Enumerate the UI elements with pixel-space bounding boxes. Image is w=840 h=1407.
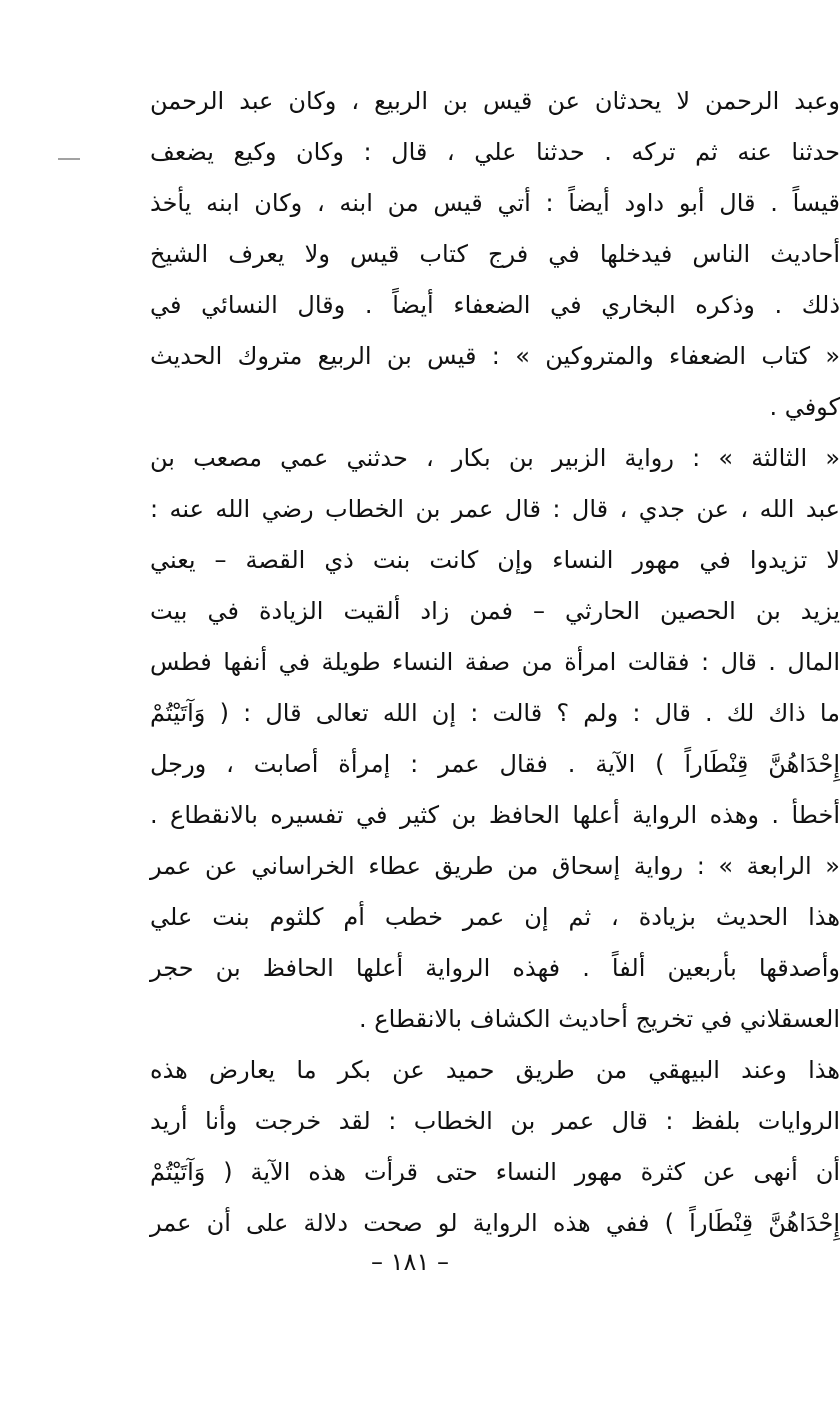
text-line: ما ذاك لك . قال : ولم ؟ قالت : إن الله تعالى قال : ( وَآتَيْتُمْ xyxy=(150,699,840,727)
text-line: لا تزيدوا في مهور النساء وإن كانت بنت ذي القصة – يعني xyxy=(150,546,840,574)
text-line: وأصدقها بأربعين ألفاً . فهذه الرواية أعلها الحافظ بن حجر xyxy=(150,954,840,982)
text-line: « الرابعة » : رواية إسحاق من طريق عطاء الخراساني عن عمر xyxy=(150,852,840,880)
text-line: المال . قال : فقالت امرأة من صفة النساء طويلة في أنفها فطس xyxy=(150,648,840,676)
text-line: أن أنهى عن كثرة مهور النساء حتى قرأت هذه الآية ( وَآتَيْتُمْ xyxy=(150,1158,840,1186)
text-line: يزيد بن الحصين الحارثي – فمن زاد ألقيت الزيادة في بيت xyxy=(150,597,840,625)
text-line: إِحْدَاهُنَّ قِنْطَاراً ) ففي هذه الرواية لو صحت دلالة على أن عمر xyxy=(150,1209,840,1237)
text-line: عبد الله ، عن جدي ، قال : قال عمر بن الخطاب رضي الله عنه : xyxy=(150,495,840,523)
text-line: وعبد الرحمن لا يحدثان عن قيس بن الربيع ، وكان عبد الرحمن xyxy=(150,87,840,115)
text-line: « الثالثة » : رواية الزبير بن بكار ، حدثني عمي مصعب بن xyxy=(150,444,840,472)
text-line: حدثنا عنه ثم تركه . حدثنا علي ، قال : وكان وكيع يضعف xyxy=(150,138,840,166)
page-number: – ١٨١ – xyxy=(371,1248,449,1276)
text-line: هذا وعند البيهقي من طريق حميد عن بكر ما يعارض هذه xyxy=(150,1056,840,1084)
text-line: العسقلاني في تخريج أحاديث الكشاف بالانقطاع . xyxy=(359,1005,840,1033)
text-line: « كتاب الضعفاء والمتروكين » : قيس بن الربيع متروك الحديث xyxy=(150,342,840,370)
text-line: الروايات بلفظ : قال عمر بن الخطاب : لقد خرجت وأنا أريد xyxy=(150,1107,840,1135)
text-line: أخطأ . وهذه الرواية أعلها الحافظ بن كثير في تفسيره بالانقطاع . xyxy=(150,801,840,829)
text-line: أحاديث الناس فيدخلها في فرج كتاب قيس ولا يعرف الشيخ xyxy=(150,240,840,268)
text-line: ذلك . وذكره البخاري في الضعفاء أيضاً . وقال النسائي في xyxy=(150,291,840,319)
text-line: هذا الحديث بزيادة ، ثم إن عمر خطب أم كلثوم بنت علي xyxy=(150,903,840,931)
text-line: كوفي . xyxy=(769,393,840,421)
text-line: قيساً . قال أبو داود أيضاً : أتي قيس من ابنه ، وكان ابنه يأخذ xyxy=(150,189,840,217)
body-text xyxy=(150,76,840,1249)
text-line: إِحْدَاهُنَّ قِنْطَاراً ) الآية . فقال عمر : إمرأة أصابت ، ورجل xyxy=(150,750,840,778)
margin-mark xyxy=(58,158,80,160)
